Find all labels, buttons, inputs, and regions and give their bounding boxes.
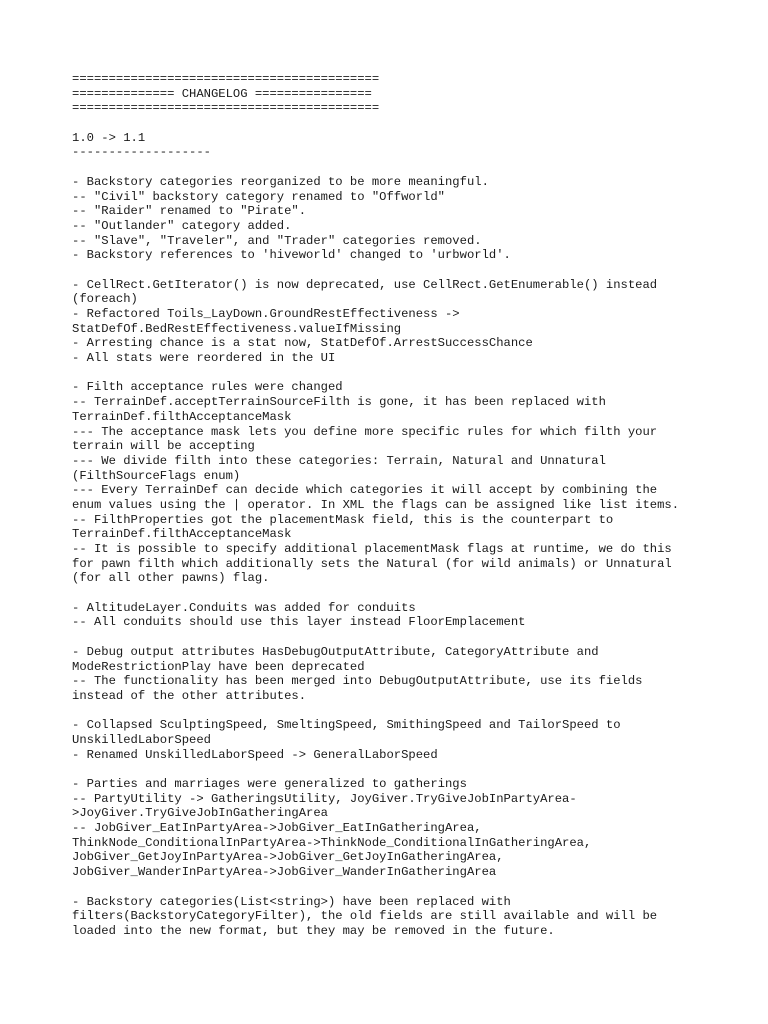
- changelog-line: - All stats were reordered in the UI: [72, 351, 336, 366]
- changelog-line: JobGiver_WanderInPartyArea->JobGiver_WanderInGatheringArea: [72, 865, 497, 880]
- changelog-line: StatDefOf.BedRestEffectiveness.valueIfMissing: [72, 321, 402, 336]
- spacer: [72, 263, 712, 278]
- changelog-line: --- We divide filth into these categories: Terrain, Natural and Unnatural: [72, 453, 606, 468]
- changelog-line: TerrainDef.filthAcceptanceMask: [72, 409, 292, 424]
- spacer: [72, 630, 712, 645]
- spacer: [72, 880, 712, 895]
- changelog-line: -- "Slave", "Traveler", and "Trader" categories removed.: [72, 233, 482, 248]
- changelog-line: enum values using the | operator. In XML the flags can be assigned like list items.: [72, 497, 680, 512]
- changelog-document: [72, 72, 712, 939]
- changelog-line: - Parties and marriages were generalized to gatherings: [72, 777, 467, 791]
- changelog-section: [72, 278, 712, 366]
- changelog-line: - Refactored Toils_LayDown.GroundRestEffectiveness ->: [72, 307, 460, 321]
- changelog-line: UnskilledLaborSpeed: [72, 732, 211, 747]
- version-heading: 1.0 -> 1.1: [72, 130, 146, 145]
- changelog-line: -- "Raider" renamed to "Pirate".: [72, 204, 307, 219]
- changelog-line: loaded into the new format, but they may be removed in the future.: [72, 923, 555, 938]
- changelog-line: - CellRect.GetIterator() is now deprecated, use CellRect.GetEnumerable() instead: [72, 277, 658, 292]
- spacer: [72, 160, 712, 175]
- changelog-line: -- TerrainDef.acceptTerrainSourceFilth is gone, it has been replaced with: [72, 395, 606, 410]
- changelog-section: [72, 645, 712, 704]
- changelog-line: - AltitudeLayer.Conduits was added for conduits: [72, 600, 416, 615]
- changelog-line: -- It is possible to specify additional placementMask flags at runtime, we do this: [72, 542, 672, 556]
- changelog-section: [72, 175, 712, 263]
- changelog-line: JobGiver_GetJoyInPartyArea->JobGiver_GetJoyInGatheringArea,: [72, 850, 504, 865]
- changelog-line: TerrainDef.filthAcceptanceMask: [72, 527, 292, 542]
- header-rule-top: ==========================================: [72, 72, 380, 86]
- changelog-line: -- PartyUtility -> GatheringsUtility, JoyGiver.TryGiveJobInPartyArea-: [72, 791, 577, 806]
- changelog-line: ThinkNode_ConditionalInPartyArea->ThinkNode_ConditionalInGatheringArea,: [72, 835, 592, 850]
- version-underline: -------------------: [72, 145, 211, 160]
- changelog-section: [72, 601, 712, 630]
- changelog-line: - Backstory categories reorganized to be more meaningful.: [72, 174, 489, 189]
- changelog-line: - Collapsed SculptingSpeed, SmeltingSpeed, SmithingSpeed and TailorSpeed to: [72, 718, 621, 733]
- changelog-line: - Backstory categories(List<string>) have been replaced with: [72, 894, 511, 909]
- spacer: [72, 704, 712, 719]
- spacer: [72, 586, 712, 601]
- changelog-line: -- JobGiver_EatInPartyArea->JobGiver_EatInGatheringArea,: [72, 821, 482, 836]
- changelog-line: - Arresting chance is a stat now, StatDefOf.ArrestSuccessChance: [72, 336, 533, 351]
- changelog-section: [72, 380, 712, 586]
- changelog-line: ModeRestrictionPlay have been deprecated: [72, 659, 365, 674]
- changelog-line: --- The acceptance mask lets you define more specific rules for which filth your: [72, 424, 658, 439]
- changelog-section: [72, 777, 712, 880]
- changelog-line: (FilthSourceFlags enum): [72, 468, 241, 483]
- changelog-line: -- The functionality has been merged into DebugOutputAttribute, use its fields: [72, 674, 643, 689]
- changelog-line: instead of the other attributes.: [72, 688, 307, 703]
- spacer: [72, 366, 712, 381]
- spacer: [72, 116, 712, 131]
- changelog-sections: [72, 175, 712, 939]
- changelog-line: >JoyGiver.TryGiveJobInGatheringArea: [72, 806, 328, 821]
- document-title: ============== CHANGELOG ================: [72, 86, 372, 101]
- changelog-line: terrain will be accepting: [72, 439, 255, 454]
- changelog-line: - Debug output attributes HasDebugOutputAttribute, CategoryAttribute and: [72, 644, 599, 659]
- changelog-line: -- FilthProperties got the placementMask field, this is the counterpart to: [72, 512, 614, 527]
- changelog-line: - Filth acceptance rules were changed: [72, 380, 343, 395]
- changelog-line: - Backstory references to 'hiveworld' changed to 'urbworld'.: [72, 248, 511, 263]
- changelog-line: --- Every TerrainDef can decide which categories it will accept by combining the: [72, 483, 658, 498]
- changelog-line: filters(BackstoryCategoryFilter), the old fields are still available and will be: [72, 909, 658, 924]
- changelog-section: [72, 718, 712, 762]
- changelog-section: [72, 895, 712, 939]
- spacer: [72, 762, 712, 777]
- changelog-line: -- "Outlander" category added.: [72, 218, 292, 233]
- changelog-line: - Renamed UnskilledLaborSpeed -> GeneralLaborSpeed: [72, 747, 438, 762]
- changelog-line: (foreach): [72, 292, 138, 307]
- changelog-line: (for all other pawns) flag.: [72, 571, 270, 586]
- changelog-line: -- "Civil" backstory category renamed to "Offworld": [72, 189, 445, 204]
- changelog-line: -- All conduits should use this layer instead FloorEmplacement: [72, 615, 526, 630]
- changelog-line: for pawn filth which additionally sets the Natural (for wild animals) or Unnatural: [72, 556, 672, 571]
- header-rule-bottom: ==========================================: [72, 101, 380, 116]
